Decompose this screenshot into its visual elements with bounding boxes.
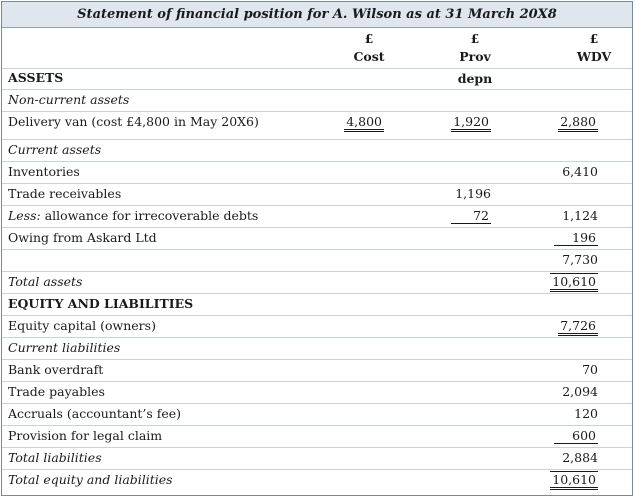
accruals-row — [2, 403, 632, 426]
equity-row — [2, 315, 632, 338]
current-liab-heading-row — [2, 337, 632, 360]
noncurrent-heading-row — [2, 89, 632, 112]
total-liab-row — [2, 447, 632, 470]
inventories-row — [2, 161, 632, 184]
receivables-row — [2, 183, 632, 206]
current-liab-heading: Current liabilities — [8, 340, 121, 355]
equity-liab-heading: EQUITY AND LIABILITIES — [8, 296, 194, 311]
delivery-van-row — [2, 111, 632, 140]
current-heading-row — [2, 139, 632, 162]
allowance-label — [8, 205, 258, 227]
assets-heading-row — [2, 67, 632, 90]
allowance-row — [2, 205, 632, 228]
allowance-text: allowance for irrecoverable debts — [44, 208, 259, 223]
current-subtotal: 7,730 — [562, 252, 598, 267]
overdraft-wdv: 70 — [582, 362, 598, 377]
askard-row — [2, 227, 632, 250]
accruals-label: Accruals (accountant’s fee) — [8, 406, 182, 421]
total-eq-liab-wdv: 10,610 — [550, 471, 598, 490]
header-wdv: WDV — [576, 49, 612, 64]
van-wdv: 2,880 — [558, 114, 598, 132]
payables-wdv: 2,094 — [562, 384, 598, 399]
receivables-label: Trade receivables — [8, 186, 122, 201]
receivables-prov: 1,196 — [455, 186, 491, 201]
current-subtotal-row — [2, 249, 632, 272]
currency-cost: £ — [364, 31, 374, 46]
total-assets-row — [2, 271, 632, 294]
current-heading: Current assets — [8, 142, 102, 157]
payables-row — [2, 381, 632, 404]
van-cost: 4,800 — [344, 114, 384, 132]
overdraft-label: Bank overdraft — [8, 362, 104, 377]
noncurrent-heading: Non-current assets — [8, 92, 130, 107]
total-assets-label: Total assets — [8, 274, 83, 289]
total-liab-label: Total liabilities — [8, 450, 102, 465]
allowance-wdv: 1,124 — [562, 208, 598, 223]
header-cost: Cost — [353, 49, 385, 64]
total-assets-wdv: 10,610 — [550, 273, 598, 292]
equity-label: Equity capital (owners) — [8, 318, 156, 333]
total-eq-liab-label: Total equity and liabilities — [8, 472, 173, 487]
statement-title: Statement of financial position for A. Wilson as at 31 March 20X8 — [2, 2, 632, 28]
accruals-wdv: 120 — [574, 406, 598, 421]
askard-wdv: 196 — [554, 230, 598, 246]
payables-label: Trade payables — [8, 384, 105, 399]
provision-row — [2, 425, 632, 448]
currency-prov: £ — [470, 31, 480, 46]
allowance-prov: 72 — [451, 208, 491, 224]
overdraft-row — [2, 359, 632, 382]
assets-heading: ASSETS — [8, 70, 64, 85]
askard-label: Owing from Askard Ltd — [8, 230, 157, 245]
inventories-wdv: 6,410 — [562, 164, 598, 179]
equity-liab-heading-row — [2, 293, 632, 316]
inventories-label: Inventories — [8, 164, 80, 179]
equity-wdv: 7,726 — [558, 318, 598, 336]
currency-wdv: £ — [589, 31, 599, 46]
van-prov: 1,920 — [451, 114, 491, 132]
delivery-van-label: Delivery van (cost £4,800 in May 20X6) — [8, 114, 259, 129]
total-liab-wdv: 2,884 — [562, 450, 598, 465]
allowance-prefix: Less: — [8, 208, 41, 223]
provision-wdv: 600 — [554, 428, 598, 444]
provision-label: Provision for legal claim — [8, 428, 163, 443]
statement-table — [1, 1, 633, 496]
total-eq-liab-row — [2, 469, 632, 495]
header-prov-depn: Prov depn — [457, 49, 493, 86]
